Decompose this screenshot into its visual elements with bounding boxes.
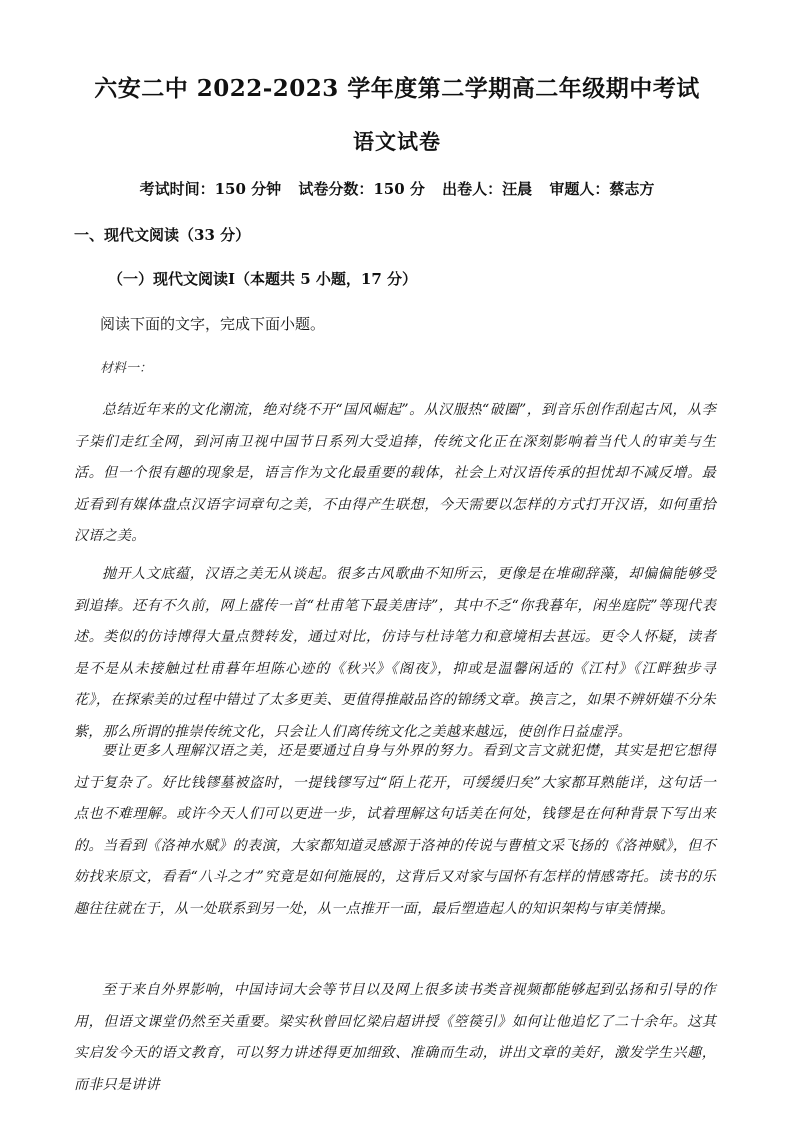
- passage-paragraph-2: 抛开人文底蕴，汉语之美无从谈起。很多古风歌曲不知所云，更像是在堆砌辞藻，却偏偏能够受到追捧。还有不久前，网上盛传一首“杜甫笔下最美唐诗”，其中不乏“你我暮年，闲坐庭院”等现代表述。类似的仿诗博得大量点赞转发，通过对比，仿诗与杜诗笔力和意境相去甚远。更令人怀疑，读者是不是从未接触过杜甫暮年坦陈心迹的《秋兴》《阁夜》，抑或是温馨闲适的《江村》《江畔独步寻花》，在探索美的过程中错过了太多更美、更值得推敲品咨的锦绣文章。换言之，如果不辨妍媸不分朱紫，那么所谓的推崇传统文化，只会让人们离传统文化之美越来越远，使创作日益虚浮。: [74, 566, 716, 740]
- exam-meta: [0, 178, 794, 199]
- passage-paragraph-1: 总结近年来的文化潮流，绝对绕不开“国风崛起”。从汉服热“破圈”，到音乐创作刮起古风，从李子柒们走红全网，到河南卫视中国节日系列大受追捧，传统文化正在深刻影响着当代人的审美与生活。但一个很有趣的现象是，语言作为文化最重要的载体，社会上对汉语传承的担忧却不减反增。最近看到有媒体盘点汉语字词章句之美，不由得产生联想，今天需要以怎样的方式打开汉语，如何重拾汉语之美。: [74, 402, 716, 545]
- exam-subject: 语文试卷: [353, 129, 441, 154]
- exam-reviewer: 审题人：蔡志方: [549, 180, 655, 198]
- exam-title: 六安二中 2022-2023 学年度第二学期高二年级期中考试: [94, 75, 700, 102]
- exam-time: 考试时间：150 分钟: [139, 180, 282, 198]
- exam-score: 试卷分数：150 分: [298, 180, 425, 198]
- passage-paragraph-3: 要让更多人理解汉语之美，还是要通过自身与外界的努力。看到文言文就犯憷，其实是把它想得过于复杂了。好比钱镠墓被盗时，一提钱镠写过“陌上花开，可缓缓归矣”大家都耳熟能详，这句话一点也不难理解。或许今天人们可以更进一步，试着理解这句话美在何处，钱镠是在何种背景下写出来的。当看到《洛神水赋》的表演，大家都知道灵感源于洛神的传说与曹植文采飞扬的《洛神赋》，但不妨找来原文，看看“八斗之才”究竟是如何施展的，这背后又对家与国怀有怎样的情感寄托。读书的乐趣往往就在于，从一处联系到另一处，从一点推开一面，最后塑造起人的知识架构与审美情操。: [74, 743, 716, 917]
- subsection-heading: （一）现代文阅读Ⅰ（本题共 5 小题，17 分）: [108, 270, 417, 288]
- instruction-text: 阅读下面的文字，完成下面小题。: [100, 315, 326, 333]
- passage-paragraph-4: 至于来自外界影响，中国诗词大会等节目以及网上很多读书类音视频都能够起到弘扬和引导的作用，但语文课堂仍然至关重要。梁实秋曾回忆梁启超讲授《箜篌引》如何让他追忆了二十余年。这其实启发今天的语文教育，可以努力讲述得更加细致、准确而生动，讲出文章的美好，激发学生兴趣，而非只是讲讲: [74, 982, 716, 1093]
- section-heading: 一、现代文阅读（33 分）: [74, 226, 251, 244]
- exam-author: 出卷人：汪晨: [442, 180, 533, 198]
- material-label: 材料一：: [100, 361, 153, 376]
